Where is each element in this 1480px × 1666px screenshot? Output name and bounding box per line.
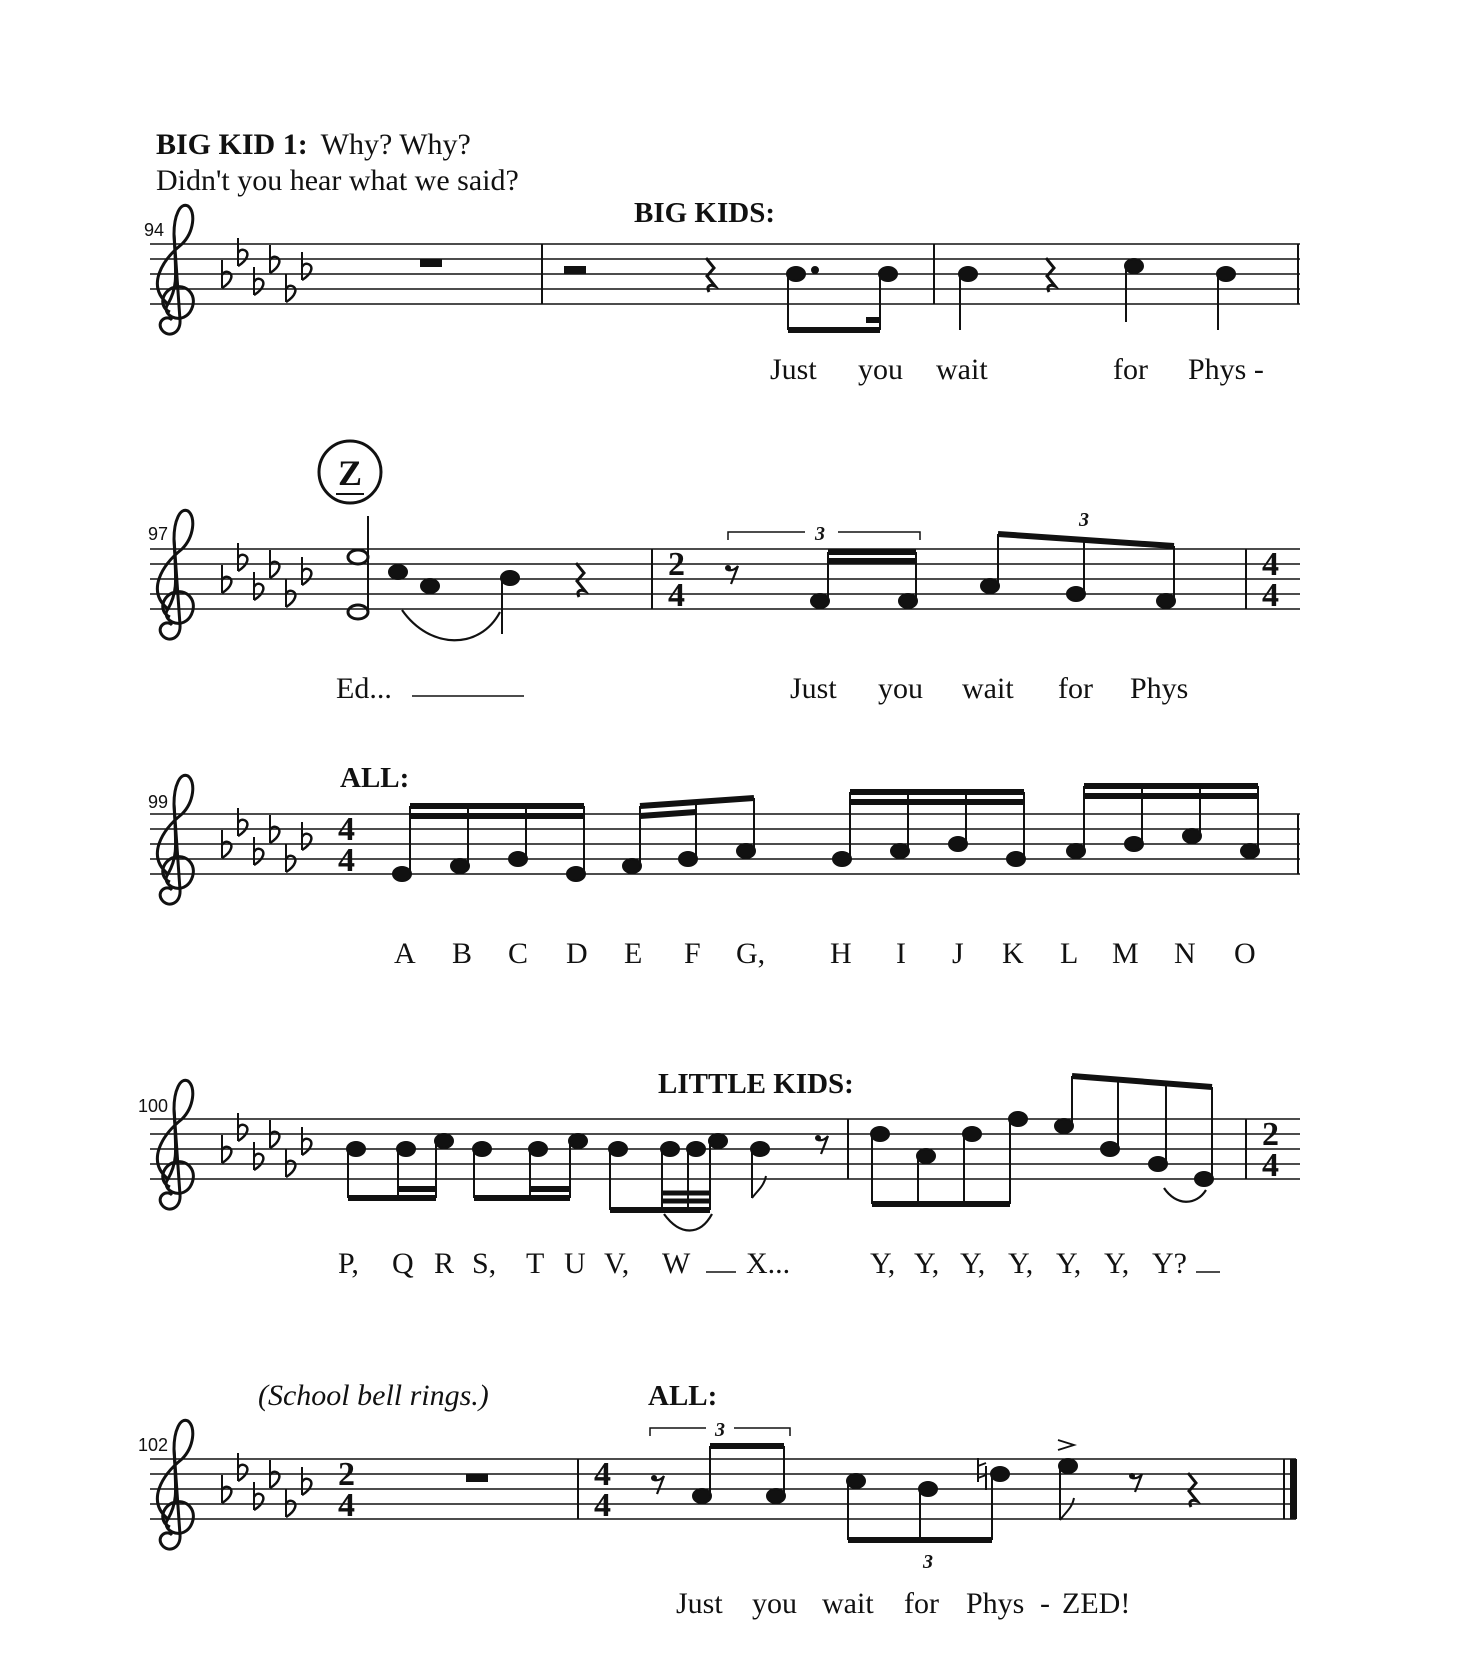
system-94 xyxy=(144,197,1300,386)
lyric: - xyxy=(1040,1587,1050,1620)
lyrics xyxy=(676,1587,1130,1620)
lyric: for xyxy=(904,1587,939,1620)
ts-top: 4 xyxy=(1262,546,1279,583)
lyric: P, xyxy=(338,1247,359,1280)
lyric: you xyxy=(752,1587,797,1620)
rehearsal-mark xyxy=(319,441,381,503)
quarter-rest-icon xyxy=(576,563,585,597)
ts-top: 2 xyxy=(668,546,685,583)
measure-number: 99 xyxy=(148,792,169,812)
lyric: Y? xyxy=(1152,1247,1187,1280)
lyric: ZED! xyxy=(1062,1587,1131,1620)
system-102 xyxy=(138,1379,1297,1620)
tuplet-number: 3 xyxy=(923,1551,933,1573)
time-signature xyxy=(668,546,685,614)
lyric: E xyxy=(624,937,643,970)
lyric: Phys xyxy=(1130,672,1189,705)
time-signature xyxy=(1262,546,1279,614)
lyric: B xyxy=(452,937,473,970)
notes xyxy=(787,267,897,330)
lyric: F xyxy=(684,937,701,970)
intro-text xyxy=(156,128,471,161)
eighth-rest-icon xyxy=(725,565,738,584)
intro-line-2: Didn't you hear what we said? xyxy=(156,164,519,197)
speaker-label: BIG KID 1: xyxy=(156,128,308,161)
lyric: Just xyxy=(790,672,837,705)
lyric: J xyxy=(952,937,964,970)
lyric: you xyxy=(858,353,903,386)
lyric: Y, xyxy=(870,1247,896,1280)
lyric: for xyxy=(1113,353,1148,386)
lyric: W xyxy=(662,1247,691,1280)
lyric: M xyxy=(1112,937,1139,970)
measure-number: 94 xyxy=(144,220,165,240)
measure-number: 97 xyxy=(148,524,169,544)
lyric: S, xyxy=(472,1247,497,1280)
time-signature xyxy=(594,1456,611,1524)
direction-label: LITTLE KIDS: xyxy=(658,1068,854,1100)
ts-bottom: 4 xyxy=(1262,1147,1279,1184)
lyrics xyxy=(770,353,1264,386)
lyric: for xyxy=(1058,672,1093,705)
lyric: R xyxy=(434,1247,455,1280)
direction-label: ALL: xyxy=(340,762,410,794)
lyric: wait xyxy=(962,672,1014,705)
ts-top: 4 xyxy=(338,811,355,848)
key-signature-flats-icon xyxy=(222,1453,311,1517)
quarter-rest-icon xyxy=(1188,1473,1197,1507)
lyric: K xyxy=(1002,937,1024,970)
system-97 xyxy=(148,441,1300,705)
notes xyxy=(811,534,1175,608)
system-100 xyxy=(138,1068,1300,1280)
system-99 xyxy=(148,762,1300,970)
tuplet-number: 3 xyxy=(715,1419,725,1441)
tuplet-number: 3 xyxy=(815,523,825,545)
ts-bottom: 4 xyxy=(338,842,355,879)
half-rest-icon xyxy=(564,266,586,274)
rehearsal-letter: Z xyxy=(337,453,363,493)
lyric: you xyxy=(878,672,923,705)
quarter-rest-icon xyxy=(706,258,715,292)
lyric: T xyxy=(526,1247,545,1280)
ts-bottom: 4 xyxy=(1262,577,1279,614)
time-signature xyxy=(338,811,355,879)
lyrics xyxy=(394,937,1256,970)
ts-bottom: 4 xyxy=(594,1487,611,1524)
stage-direction: (School bell rings.) xyxy=(258,1379,489,1412)
measure-number: 102 xyxy=(138,1435,169,1455)
lyric: Y, xyxy=(914,1247,940,1280)
notes xyxy=(959,259,1235,330)
ts-bottom: 4 xyxy=(668,577,685,614)
lyric: Y, xyxy=(1104,1247,1130,1280)
lyric: Y, xyxy=(1056,1247,1082,1280)
staff-lines xyxy=(150,1119,1300,1179)
notes xyxy=(693,1440,1077,1540)
whole-rest-icon xyxy=(466,1474,488,1482)
lyric: Q xyxy=(392,1247,414,1280)
lyric: Phys xyxy=(966,1587,1025,1620)
lyrics xyxy=(338,1247,1220,1280)
direction-label: ALL: xyxy=(648,1380,718,1412)
lyric: H xyxy=(830,937,852,970)
tuplet-number: 3 xyxy=(1079,509,1089,531)
notes xyxy=(393,786,1259,881)
lyric: G, xyxy=(736,937,766,970)
lyric: Y, xyxy=(1008,1247,1034,1280)
ts-top: 4 xyxy=(594,1456,611,1493)
time-signature xyxy=(1262,1116,1279,1184)
lyric: Just xyxy=(676,1587,723,1620)
staff-lines xyxy=(150,549,1300,609)
ts-bottom: 4 xyxy=(338,1487,355,1524)
lyric: A xyxy=(394,937,416,970)
lyric: N xyxy=(1174,937,1196,970)
lyric: D xyxy=(566,937,588,970)
accent-icon xyxy=(1058,1440,1074,1450)
lyric: I xyxy=(896,937,906,970)
lyric: O xyxy=(1234,937,1256,970)
notes xyxy=(871,1076,1213,1204)
notes xyxy=(348,516,519,640)
key-signature-flats-icon xyxy=(222,808,311,872)
lyric: V, xyxy=(604,1247,630,1280)
lyric: X... xyxy=(746,1247,791,1280)
time-signature xyxy=(338,1456,355,1524)
staff-lines xyxy=(150,244,1300,304)
key-signature-flats-icon xyxy=(222,238,311,302)
ts-top: 2 xyxy=(338,1456,355,1493)
lyric: C xyxy=(508,937,529,970)
eighth-rest-icon xyxy=(651,1475,664,1494)
staff-lines xyxy=(150,1459,1296,1519)
quarter-rest-icon xyxy=(1046,258,1055,292)
lyric: L xyxy=(1060,937,1079,970)
measure-number: 100 xyxy=(138,1096,169,1116)
lyric: Y, xyxy=(960,1247,986,1280)
key-signature-flats-icon xyxy=(222,543,311,607)
lyric: Ed... xyxy=(336,672,392,705)
ts-top: 2 xyxy=(1262,1116,1279,1153)
eighth-rest-icon xyxy=(815,1135,828,1154)
lyric: wait xyxy=(822,1587,874,1620)
direction-label: BIG KIDS: xyxy=(634,197,776,229)
lyric: Just xyxy=(770,353,817,386)
lyrics xyxy=(336,672,1188,705)
lyric: Phys - xyxy=(1188,353,1264,386)
key-signature-flats-icon xyxy=(222,1113,311,1177)
intro-line-1: Why? Why? xyxy=(320,128,471,161)
lyric: U xyxy=(564,1247,586,1280)
lyric: wait xyxy=(936,353,988,386)
whole-rest-icon xyxy=(420,259,442,267)
